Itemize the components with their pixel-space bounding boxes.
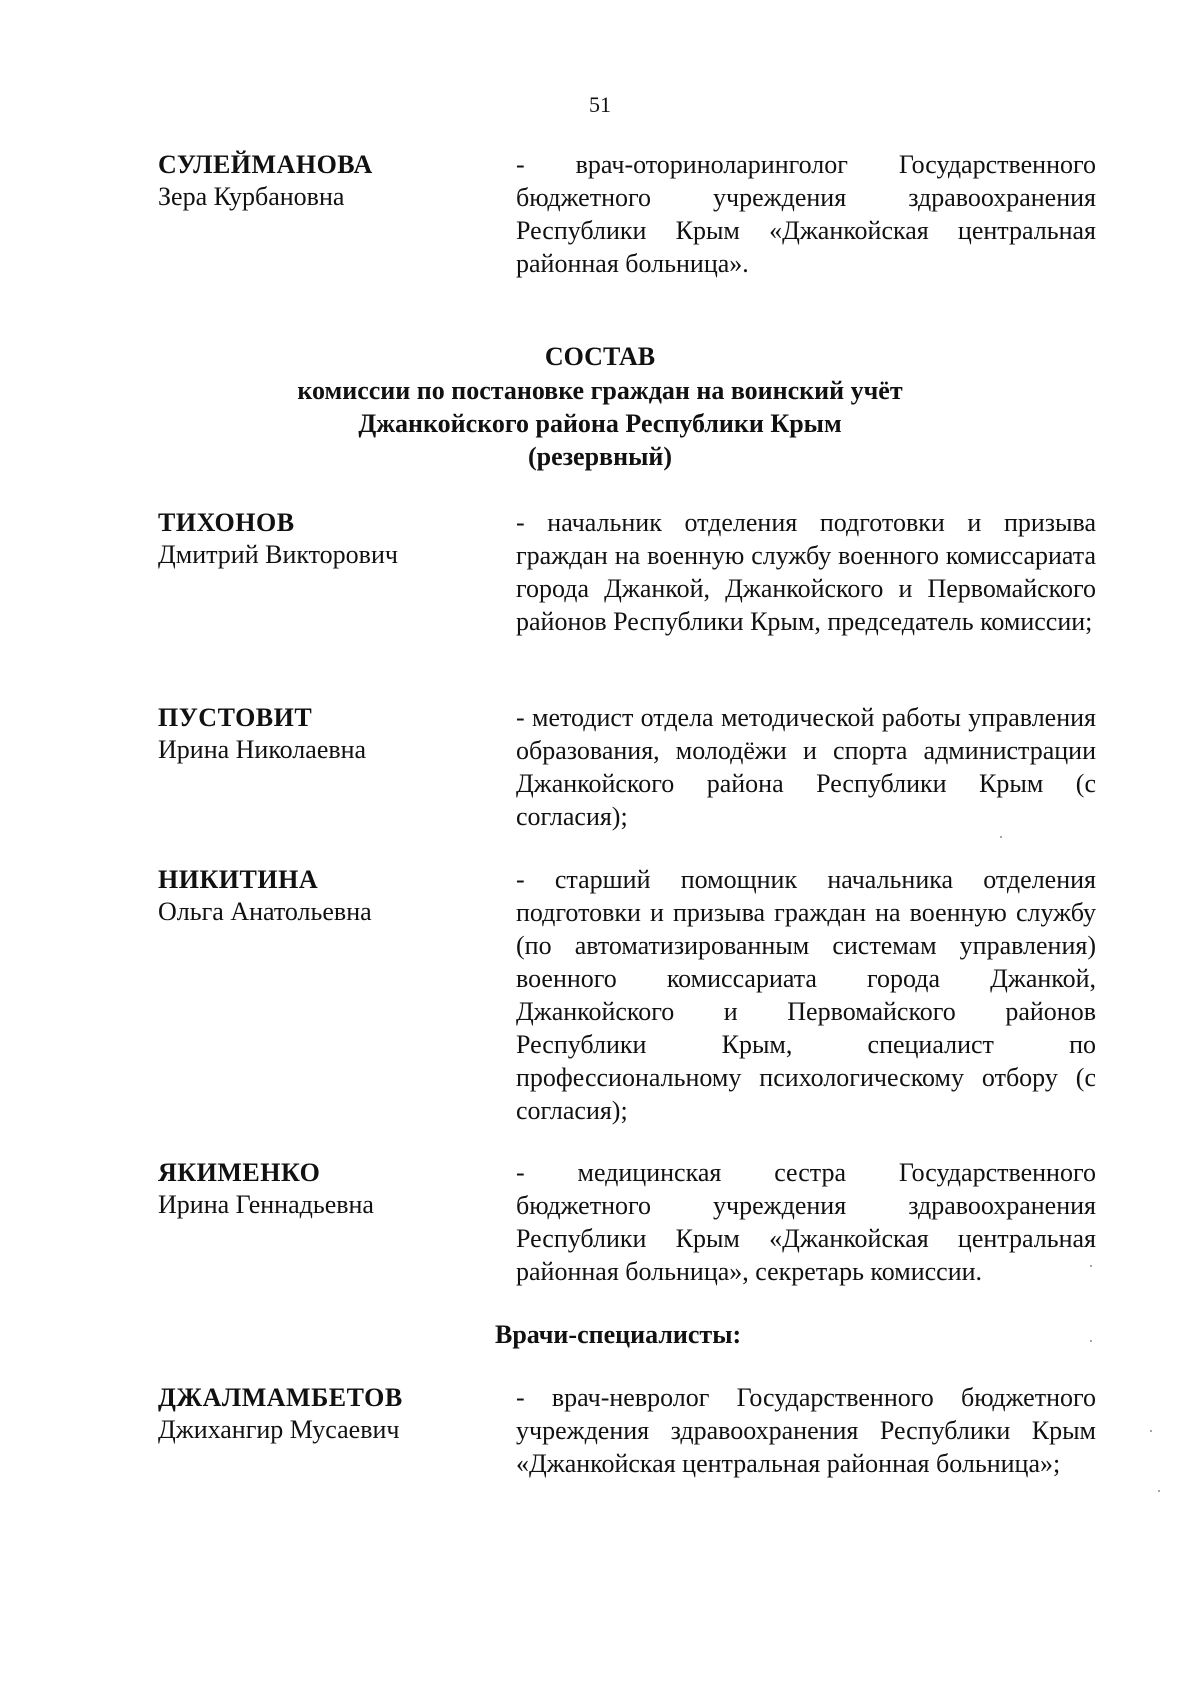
page-number: 51 xyxy=(589,92,611,117)
member-given-name: Зера Курбановна xyxy=(158,182,345,211)
member-description: - начальник отделения подготовки и призыва граждан на военную службу военного комиссариата города Джанкой, Джанкойского и Первомайского районов Республики Крым, председатель комиссии; xyxy=(516,508,1096,636)
member-given-name: Джихангир Мусаевич xyxy=(158,1415,400,1444)
scan-speck xyxy=(1090,1340,1092,1342)
member-description: - врач-оториноларинголог Государственного бюджетного учреждения здравоохранения Республики Крым «Джанкойская центральная районная больница». xyxy=(516,150,1096,278)
section-subtitle xyxy=(0,374,1200,473)
member-surname: ТИХОНОВ xyxy=(158,508,295,537)
scan-speck xyxy=(1150,1430,1152,1432)
specialists-heading: Врачи-специалисты: xyxy=(495,1320,742,1349)
scan-speck xyxy=(1000,836,1002,838)
subtitle-line: (резервный) xyxy=(527,442,673,471)
member-surname: ДЖАЛМАМБЕТОВ xyxy=(158,1383,403,1412)
subtitle-line: комиссии по постановке граждан на воинский учёт xyxy=(297,376,903,405)
member-surname: ЯКИМЕНКО xyxy=(158,1158,321,1187)
member-given-name: Дмитрий Викторович xyxy=(158,540,398,569)
member-description: - старший помощник начальника отделения подготовки и призыва граждан на военную службу (по автоматизированным системам управления) военного комиссариата города Джанкой, Джанкойского и Первомайского районов Республики Крым, специалист по профессиональному психологическому отбору (с согласия); xyxy=(516,865,1096,1125)
member-surname: ПУСТОВИТ xyxy=(158,703,313,732)
member-given-name: Ирина Николаевна xyxy=(158,735,367,764)
scan-speck xyxy=(1158,1490,1160,1492)
member-surname: СУЛЕЙМАНОВА xyxy=(158,150,373,179)
member-given-name: Ольга Анатольевна xyxy=(158,897,372,926)
member-description: - врач-невролог Государственного бюджетного учреждения здравоохранения Республики Крым «Джанкойская центральная районная больница»; xyxy=(516,1383,1096,1478)
scan-speck xyxy=(1090,1265,1092,1267)
member-surname: НИКИТИНА xyxy=(158,865,319,894)
section-title: СОСТАВ xyxy=(544,342,656,371)
member-description: - медицинская сестра Государственного бюджетного учреждения здравоохранения Республики Крым «Джанкойская центральная районная больница», секретарь комиссии. xyxy=(516,1158,1096,1286)
member-description: - методист отдела методической работы управления образования, молодёжи и спорта администрации Джанкойского района Республики Крым (с согласия); xyxy=(516,703,1096,831)
member-given-name: Ирина Геннадьевна xyxy=(158,1190,374,1219)
subtitle-line: Джанкойского района Республики Крым xyxy=(358,409,842,438)
